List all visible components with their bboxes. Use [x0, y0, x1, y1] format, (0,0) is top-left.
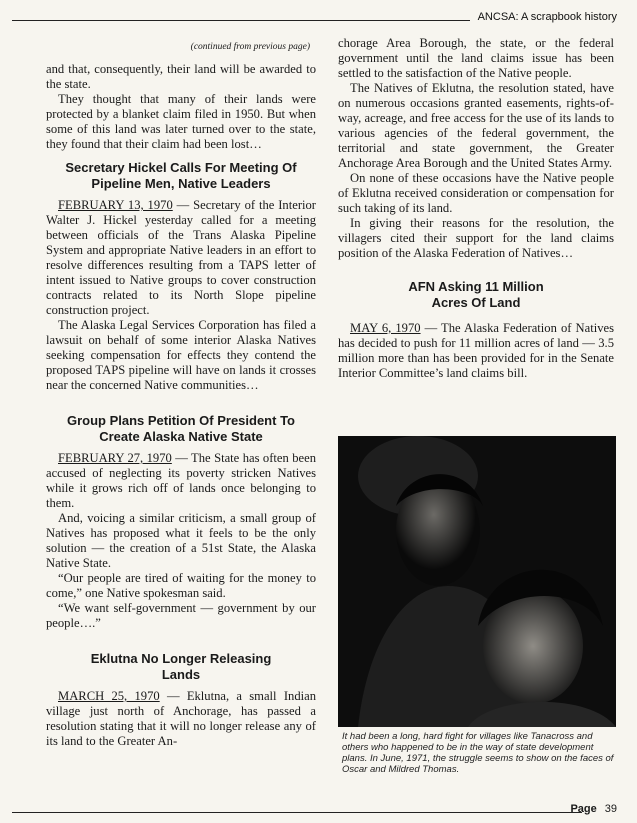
right-paragraph-1: chorage Area Borough, the state, or the federal government until the land claims issue has been settled to the satisfaction of the Native people.: [338, 36, 614, 80]
article-2-paragraph-4: “We want self-government — government by our people….”: [46, 601, 316, 630]
right-column: [338, 36, 614, 381]
article-1-paragraph-2: The Alaska Legal Services Corporation has filed a lawsuit on behalf of some interior Alaska Natives seeking compensation for effects they contend the proposed TAPS pipeline will have on lands it crosses near the concerned Native communities…: [46, 318, 316, 392]
page-label: Page: [570, 803, 597, 815]
article-2-paragraph-2: And, voicing a similar criticism, a small group of Natives has proposed what it feels to be the only solution — the creation of a 51st State, the Alaska Native State.: [46, 511, 316, 570]
article-4-date: MAY 6, 1970: [350, 321, 421, 335]
page-number: 39: [604, 803, 617, 815]
continued-note: (continued from previous page): [190, 42, 310, 52]
photo-oscar-mildred-thomas: [338, 436, 616, 727]
photo-caption: It had been a long, hard fight for villages like Tanacross and others who happened to be in the way of state development plans. In June, 1971, the struggle seems to show on the faces of Oscar and Mildred Thomas.: [342, 731, 614, 775]
article-2-date: FEBRUARY 27, 1970: [58, 451, 172, 465]
header-rule: [12, 20, 470, 21]
intro-paragraph-2: They thought that many of their lands were protected by a blanket claim filed in 1950. But when some of this land was later turned over to the state, they found that their claim had been lost…: [46, 92, 316, 151]
right-paragraph-3: On none of these occasions have the Native people of Eklutna received consideration or compensation for such taking of its land.: [338, 171, 614, 215]
left-column: [46, 40, 316, 749]
article-2-text-1: — The State has often been accused of neglecting its poverty stricken Natives while it grows rich off of lands once belonging to them.: [46, 451, 316, 510]
article-2-headline: Group Plans Petition Of President To Create Alaska Native State: [66, 413, 295, 444]
article-1-headline: Secretary Hickel Calls For Meeting Of Pipeline Men, Native Leaders: [65, 160, 297, 191]
article-3-headline: Eklutna No Longer Releasing Lands: [90, 651, 272, 682]
article-1-paragraph-1: [46, 198, 316, 318]
page-footer: [570, 803, 617, 815]
intro-paragraph-1: and that, consequently, their land will be awarded to the state.: [46, 62, 316, 91]
article-4-headline: AFN Asking 11 Million Acres Of Land: [408, 279, 544, 310]
running-header: ANCSA: A scrapbook history: [477, 11, 617, 23]
article-2-paragraph-1: [46, 451, 316, 511]
article-2-paragraph-3: “Our people are tired of waiting for the money to come,” one Native spokesman said.: [46, 571, 316, 600]
right-paragraph-2: The Natives of Eklutna, the resolution stated, have on numerous occasions granted easements, rights-of-way, acreage, and free access for the use of its lands to various agencies of the federal government, the territorial and state government, the Greater Anchorage Area Borough and the United States Army.: [338, 81, 614, 170]
article-4-text-1: — The Alaska Federation of Natives has decided to push for 11 million acres of land — 3.5 million more than has been provided for in the Senate Interior Committee’s land claims bill.: [338, 321, 614, 380]
footer-rule: [12, 812, 582, 813]
article-1-text-1: — Secretary of the Interior Walter J. Hickel yesterday called for a meeting between officials of the Trans Alaska Pipeline System and appropriate Native leaders in an effort to resolve differences resulting from a TAPS letter of intent issued to Native groups to cover construction contracts related to its North Slope pipeline construction project.: [46, 198, 316, 317]
article-3-text-1: — Eklutna, a small Indian village just north of Anchorage, has passed a resolution stating that it will no longer release any of its land to the Greater An-: [46, 689, 316, 748]
article-3-paragraph-1: [46, 689, 316, 749]
article-3-date: MARCH 25, 1970: [58, 689, 160, 703]
article-1-date: FEBRUARY 13, 1970: [58, 198, 173, 212]
article-4-paragraph-1: [338, 321, 614, 381]
right-paragraph-4: In giving their reasons for the resolution, the villagers cited their support for the land claims position of the Alaska Federation of Natives…: [338, 216, 614, 260]
photo-image: [338, 436, 616, 727]
